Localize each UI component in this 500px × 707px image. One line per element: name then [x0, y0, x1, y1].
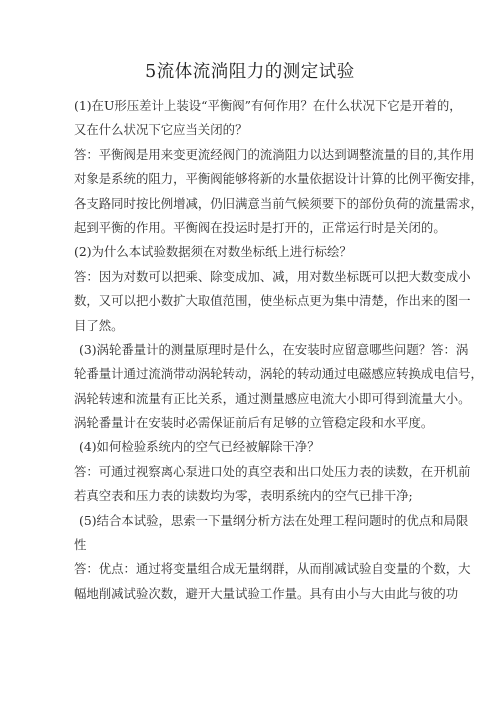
answer-3-line-1: 轮番量计通过流淌带动涡轮转动，涡轮的转动通过电磁感应转换成电信号，: [74, 366, 483, 382]
answer-1-line-3: 各支路同时按比例增减，仍旧满意当前气候须要下的部份负荷的流量需求，: [74, 195, 483, 211]
question-4-line-1: (4)如何检验系统内的空气已经被解除干净？: [79, 439, 320, 455]
question-2-line-1: (2)为什么本试验数据须在对数坐标纸上进行标绘？: [74, 244, 352, 260]
answer-4-line-2: 若真空表和压力表的读数均为零，表明系统内的空气已排干净;: [74, 488, 413, 504]
answer-5-line-2: 幅地削减试验次数，避开大量试验工作量。具有由小与大由此与彼的功: [74, 585, 459, 601]
answer-1-line-2: 对象是系统的阻力，平衡阀能够将新的水量依据设计计算的比例平衡安排，: [74, 171, 483, 187]
question-5-line-1: (5)结合本试验，思索一下量纲分析方法在处理工程问题时的优点和局限: [79, 512, 469, 528]
answer-3-line-3: 涡轮番量计在安装时必需保证前后有足够的立管稳定段和水平度。: [74, 415, 434, 431]
answer-3-line-2: 涡轮转速和流量有正比关系，通过测量感应电流大小即可得到流量大小。: [74, 390, 471, 406]
document-title: 5流体流淌阻力的测定试验: [145, 62, 355, 82]
question-3-line-1: (3)涡轮番量计的测量原理时是什么，在安装时应留意哪些问题？答：涡: [79, 341, 469, 357]
answer-2-line-2: 数，又可以把小数扩大取值范围，使坐标点更为集中清楚，作出来的图一: [74, 293, 471, 309]
answer-2-line-1: 答：因为对数可以把乘、除变成加、减，用对数坐标既可以把大数变成小: [74, 268, 471, 284]
question-5-line-2: 性: [74, 537, 87, 553]
answer-1-line-1: 答：平衡阀是用来变更流经阀门的流淌阻力以达到调整流量的目的,其作用: [74, 146, 475, 162]
question-1-line-2: 又在什么状况下它应当关闭的？: [74, 122, 248, 138]
document-body: [74, 94, 483, 606]
answer-1-line-4: 起到平衡的作用。平衡阀在投运时是打开的，正常运行时是关闭的。: [74, 219, 446, 235]
question-1-line-1: (1)在U形压差计上装设“平衡阀”有何作用？在什么状况下它是开着的，: [74, 98, 462, 113]
answer-4-line-1: 答：可通过视察离心泵进口处的真空表和出口处压力表的读数，在开机前: [74, 463, 471, 479]
answer-2-line-3: 目了然。: [74, 317, 124, 333]
answer-5-line-1: 答：优点：通过将变量组合成无量纲群，从而削减试验自变量的个数，大: [74, 561, 471, 577]
